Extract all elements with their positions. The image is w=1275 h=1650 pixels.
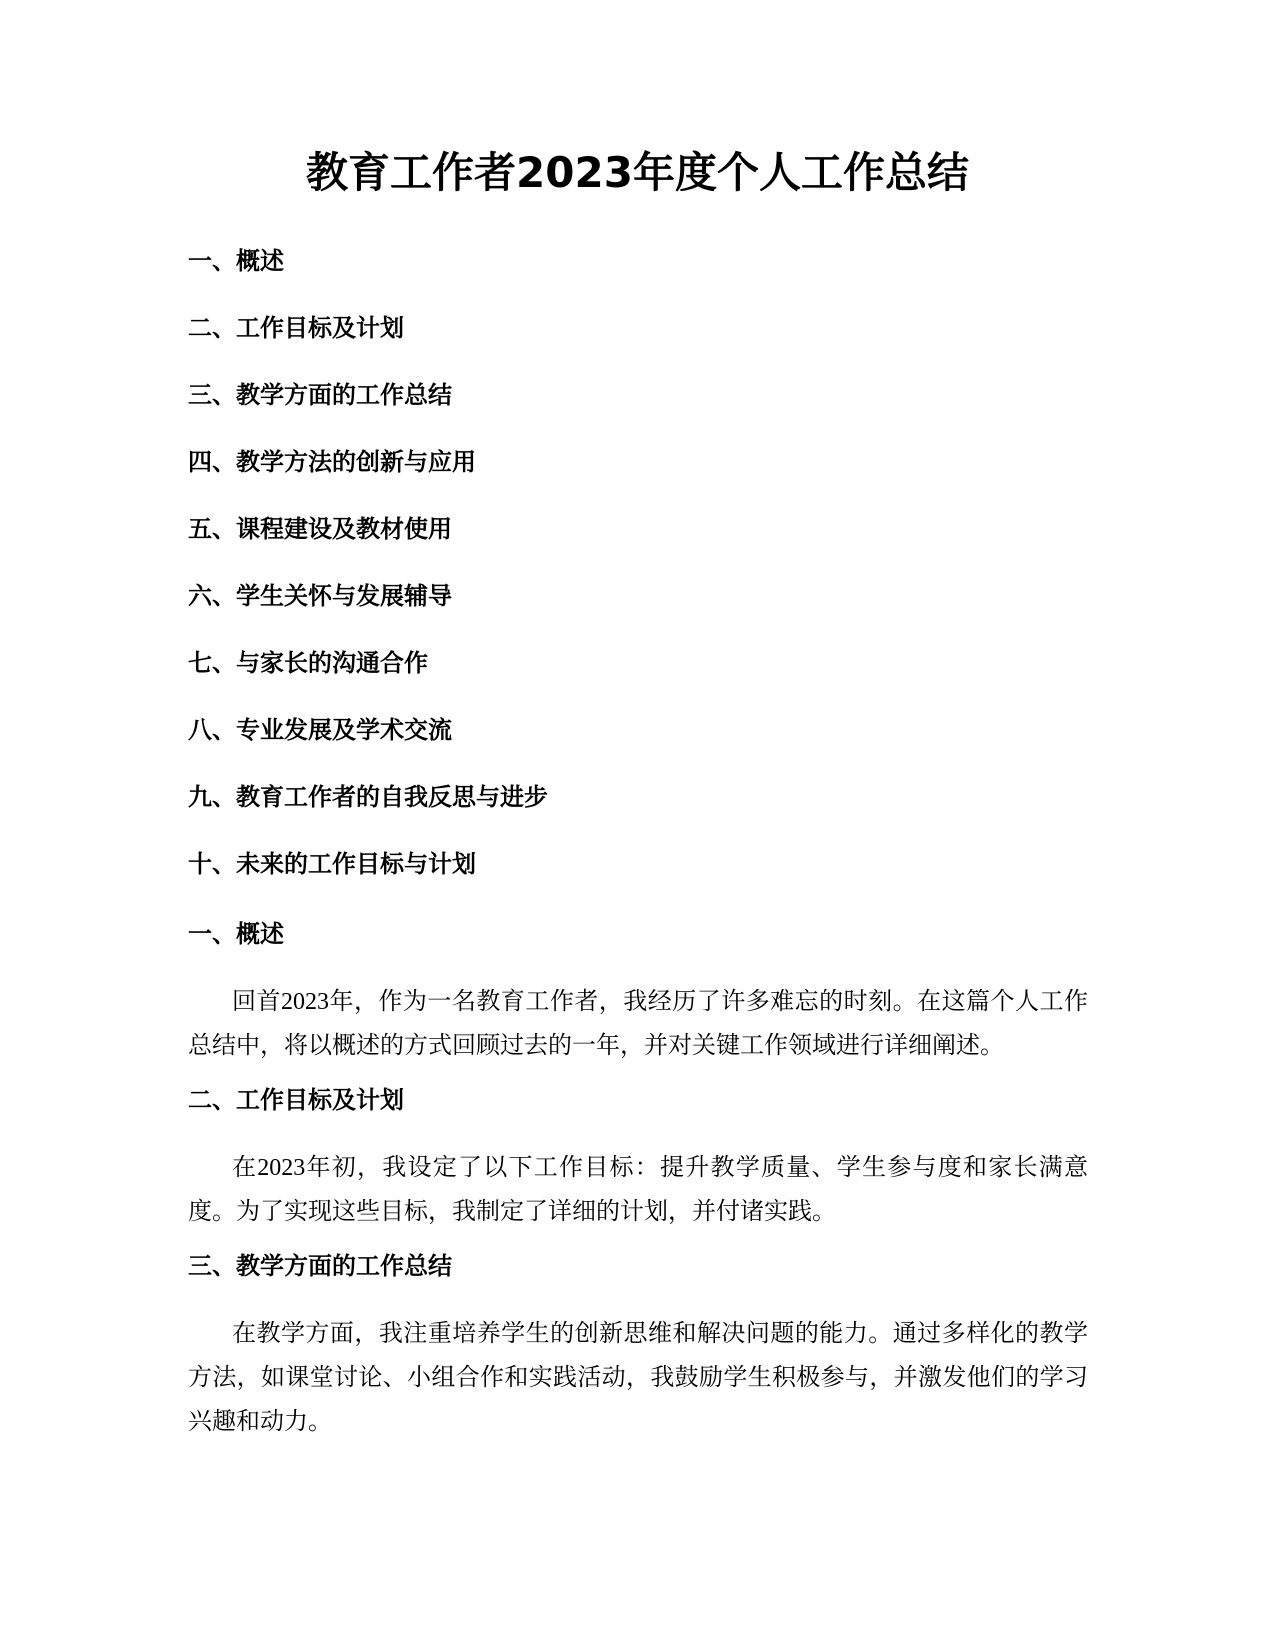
section-paragraph: 回首2023年，作为一名教育工作者，我经历了许多难忘的时刻。在这篇个人工作总结中，将以概述的方式回顾过去的一年，并对关键工作领域进行详细阐述。: [188, 989, 1088, 1059]
section-paragraph: 在2023年初，我设定了以下工作目标：提升教学质量、学生参与度和家长满意度。为了实现这些目标，我制定了详细的计划，并付诸实践。: [188, 1155, 1088, 1225]
section-overview: [188, 920, 1088, 1068]
toc-item: 二、工作目标及计划: [188, 314, 404, 342]
toc-item: 三、教学方面的工作总结: [188, 381, 452, 409]
section-heading: 二、工作目标及计划: [188, 1086, 404, 1114]
table-of-contents: [188, 247, 1088, 917]
section-teaching-summary: [188, 1252, 1088, 1444]
document-title: 教育工作者2023年度个人工作总结: [306, 148, 969, 197]
section-paragraph: 在教学方面，我注重培养学生的创新思维和解决问题的能力。通过多样化的教学方法，如课堂讨论、小组合作和实践活动，我鼓励学生积极参与，并激发他们的学习兴趣和动力。: [188, 1321, 1088, 1435]
toc-item: 十、未来的工作目标与计划: [188, 850, 476, 878]
toc-item: 四、教学方法的创新与应用: [188, 448, 476, 476]
toc-item: 六、学生关怀与发展辅导: [188, 582, 452, 610]
section-goals-plans: [188, 1086, 1088, 1234]
toc-item: 九、教育工作者的自我反思与进步: [188, 783, 548, 811]
toc-item: 一、概述: [188, 247, 284, 275]
section-heading: 一、概述: [188, 920, 284, 948]
toc-item: 八、专业发展及学术交流: [188, 716, 452, 744]
section-heading: 三、教学方面的工作总结: [188, 1252, 452, 1280]
toc-item: 七、与家长的沟通合作: [188, 649, 428, 677]
toc-item: 五、课程建设及教材使用: [188, 515, 452, 543]
document-body: [188, 920, 1088, 1462]
